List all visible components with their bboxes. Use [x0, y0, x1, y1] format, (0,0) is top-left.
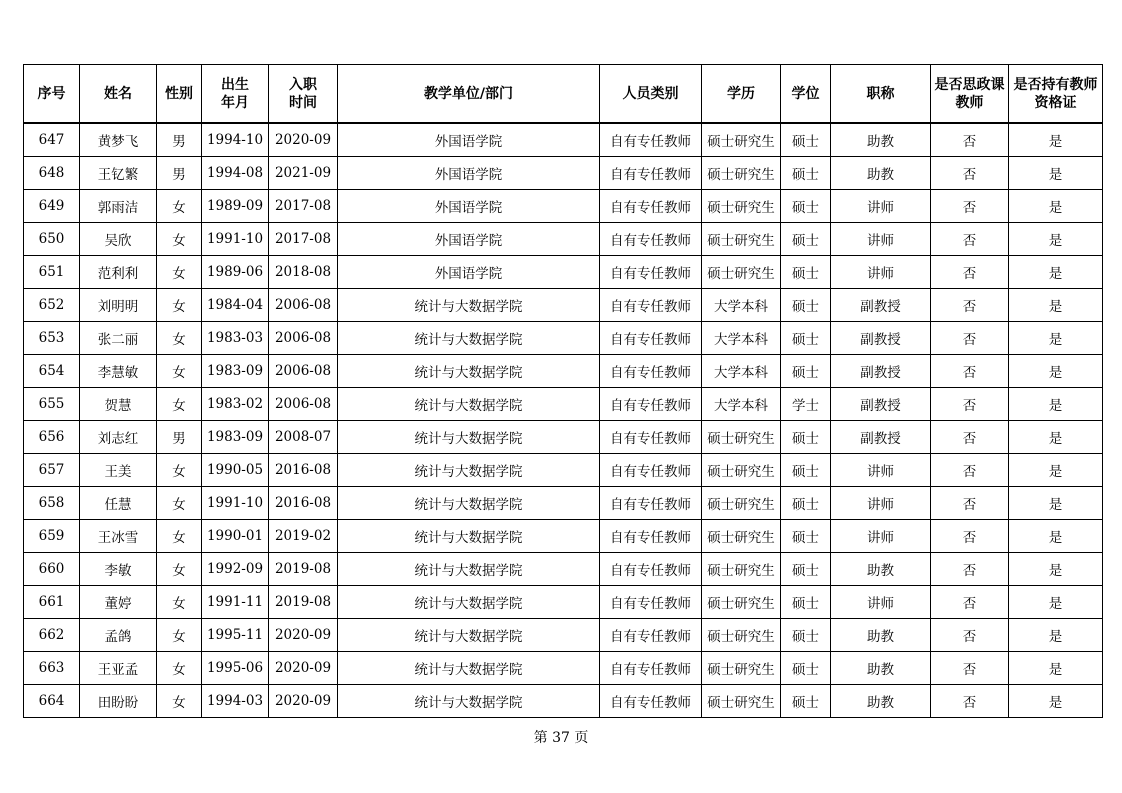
cell-gender: 女: [157, 454, 202, 487]
cell-degree: 硕士: [781, 586, 831, 619]
cell-ideological: 否: [931, 355, 1009, 388]
cell-birth: 1994-08: [202, 157, 269, 190]
cell-gender: 男: [157, 123, 202, 157]
cell-title: 副教授: [831, 388, 931, 421]
cell-birth: 1995-06: [202, 652, 269, 685]
cell-category: 自有专任教师: [600, 256, 702, 289]
cell-gender: 女: [157, 223, 202, 256]
cell-ideological: 否: [931, 157, 1009, 190]
cell-birth: 1991-10: [202, 487, 269, 520]
cell-gender: 女: [157, 190, 202, 223]
cell-certificate: 是: [1009, 487, 1103, 520]
cell-certificate: 是: [1009, 223, 1103, 256]
cell-gender: 女: [157, 355, 202, 388]
cell-education: 大学本科: [702, 322, 781, 355]
cell-degree: 硕士: [781, 454, 831, 487]
cell-degree: 硕士: [781, 487, 831, 520]
cell-unit: 统计与大数据学院: [338, 454, 600, 487]
header-certificate-line2: 资格证: [1034, 94, 1077, 111]
staff-table: [23, 64, 1103, 718]
cell-unit: 外国语学院: [338, 223, 600, 256]
cell-education: 硕士研究生: [702, 190, 781, 223]
cell-no: 652: [24, 289, 80, 322]
cell-category: 自有专任教师: [600, 322, 702, 355]
cell-unit: 统计与大数据学院: [338, 619, 600, 652]
cell-join: 2016-08: [269, 454, 338, 487]
cell-category: 自有专任教师: [600, 520, 702, 553]
cell-birth: 1994-10: [202, 123, 269, 157]
cell-gender: 女: [157, 553, 202, 586]
table-body: [24, 123, 1103, 718]
cell-no: 663: [24, 652, 80, 685]
cell-join: 2008-07: [269, 421, 338, 454]
cell-degree: 硕士: [781, 157, 831, 190]
cell-education: 硕士研究生: [702, 520, 781, 553]
cell-join: 2006-08: [269, 322, 338, 355]
cell-certificate: 是: [1009, 454, 1103, 487]
cell-ideological: 否: [931, 388, 1009, 421]
cell-gender: 女: [157, 520, 202, 553]
cell-certificate: 是: [1009, 421, 1103, 454]
header-birth-line1: 出生: [221, 76, 249, 93]
cell-title: 副教授: [831, 355, 931, 388]
cell-category: 自有专任教师: [600, 123, 702, 157]
cell-birth: 1991-11: [202, 586, 269, 619]
cell-no: 649: [24, 190, 80, 223]
cell-no: 658: [24, 487, 80, 520]
cell-name: 任慧: [80, 487, 157, 520]
cell-name: 贺慧: [80, 388, 157, 421]
cell-degree: 硕士: [781, 289, 831, 322]
header-ideological-line2: 教师: [955, 94, 984, 111]
cell-title: 讲师: [831, 487, 931, 520]
header-title: 职称: [831, 65, 931, 124]
cell-degree: 硕士: [781, 223, 831, 256]
table-row: [24, 256, 1103, 289]
cell-gender: 女: [157, 586, 202, 619]
cell-title: 助教: [831, 123, 931, 157]
cell-education: 硕士研究生: [702, 256, 781, 289]
page-number: 第 37 页: [533, 730, 589, 746]
cell-degree: 硕士: [781, 322, 831, 355]
cell-title: 助教: [831, 619, 931, 652]
table-row: [24, 586, 1103, 619]
cell-name: 刘明明: [80, 289, 157, 322]
cell-ideological: 否: [931, 454, 1009, 487]
cell-unit: 统计与大数据学院: [338, 487, 600, 520]
table-row: [24, 454, 1103, 487]
header-category: 人员类别: [600, 65, 702, 124]
cell-education: 硕士研究生: [702, 223, 781, 256]
header-join: [269, 65, 338, 124]
cell-join: 2020-09: [269, 685, 338, 718]
cell-degree: 硕士: [781, 553, 831, 586]
table-row: [24, 652, 1103, 685]
cell-title: 副教授: [831, 322, 931, 355]
header-name: 姓名: [80, 65, 157, 124]
cell-gender: 女: [157, 685, 202, 718]
cell-title: 讲师: [831, 454, 931, 487]
cell-join: 2020-09: [269, 619, 338, 652]
cell-birth: 1991-10: [202, 223, 269, 256]
cell-ideological: 否: [931, 619, 1009, 652]
cell-title: 讲师: [831, 190, 931, 223]
cell-title: 助教: [831, 157, 931, 190]
table-row: [24, 685, 1103, 718]
cell-certificate: 是: [1009, 652, 1103, 685]
cell-certificate: 是: [1009, 685, 1103, 718]
cell-title: 讲师: [831, 223, 931, 256]
table-row: [24, 553, 1103, 586]
cell-join: 2018-08: [269, 256, 338, 289]
cell-unit: 统计与大数据学院: [338, 553, 600, 586]
cell-category: 自有专任教师: [600, 619, 702, 652]
cell-birth: 1983-09: [202, 421, 269, 454]
cell-education: 硕士研究生: [702, 652, 781, 685]
cell-join: 2006-08: [269, 388, 338, 421]
cell-birth: 1984-04: [202, 289, 269, 322]
cell-name: 李慧敏: [80, 355, 157, 388]
cell-name: 王亚孟: [80, 652, 157, 685]
cell-name: 吴欣: [80, 223, 157, 256]
cell-degree: 硕士: [781, 619, 831, 652]
cell-category: 自有专任教师: [600, 652, 702, 685]
cell-ideological: 否: [931, 322, 1009, 355]
cell-gender: 男: [157, 157, 202, 190]
cell-gender: 女: [157, 652, 202, 685]
cell-gender: 女: [157, 289, 202, 322]
cell-category: 自有专任教师: [600, 454, 702, 487]
cell-name: 刘志红: [80, 421, 157, 454]
cell-unit: 统计与大数据学院: [338, 421, 600, 454]
cell-education: 硕士研究生: [702, 487, 781, 520]
cell-title: 副教授: [831, 289, 931, 322]
cell-name: 李敏: [80, 553, 157, 586]
cell-title: 讲师: [831, 520, 931, 553]
cell-join: 2021-09: [269, 157, 338, 190]
cell-join: 2006-08: [269, 355, 338, 388]
cell-no: 648: [24, 157, 80, 190]
cell-degree: 硕士: [781, 123, 831, 157]
cell-education: 硕士研究生: [702, 685, 781, 718]
cell-birth: 1995-11: [202, 619, 269, 652]
cell-ideological: 否: [931, 223, 1009, 256]
cell-title: 助教: [831, 685, 931, 718]
table-header-row: [24, 65, 1103, 124]
cell-join: 2019-08: [269, 586, 338, 619]
cell-education: 大学本科: [702, 355, 781, 388]
cell-education: 硕士研究生: [702, 586, 781, 619]
cell-category: 自有专任教师: [600, 388, 702, 421]
cell-education: 硕士研究生: [702, 619, 781, 652]
table-row: [24, 322, 1103, 355]
cell-birth: 1989-09: [202, 190, 269, 223]
cell-no: 662: [24, 619, 80, 652]
cell-degree: 学士: [781, 388, 831, 421]
cell-unit: 统计与大数据学院: [338, 520, 600, 553]
cell-unit: 统计与大数据学院: [338, 322, 600, 355]
cell-degree: 硕士: [781, 685, 831, 718]
cell-category: 自有专任教师: [600, 421, 702, 454]
cell-degree: 硕士: [781, 355, 831, 388]
cell-education: 硕士研究生: [702, 123, 781, 157]
cell-certificate: 是: [1009, 586, 1103, 619]
cell-unit: 统计与大数据学院: [338, 652, 600, 685]
cell-education: 大学本科: [702, 388, 781, 421]
cell-join: 2019-08: [269, 553, 338, 586]
cell-no: 657: [24, 454, 80, 487]
header-join-line1: 入职: [289, 76, 317, 93]
cell-gender: 女: [157, 388, 202, 421]
cell-education: 硕士研究生: [702, 421, 781, 454]
cell-unit: 统计与大数据学院: [338, 586, 600, 619]
cell-no: 651: [24, 256, 80, 289]
cell-certificate: 是: [1009, 289, 1103, 322]
cell-category: 自有专任教师: [600, 355, 702, 388]
cell-ideological: 否: [931, 256, 1009, 289]
cell-ideological: 否: [931, 685, 1009, 718]
cell-certificate: 是: [1009, 123, 1103, 157]
cell-degree: 硕士: [781, 520, 831, 553]
cell-name: 王钇繁: [80, 157, 157, 190]
cell-ideological: 否: [931, 553, 1009, 586]
cell-degree: 硕士: [781, 190, 831, 223]
cell-education: 硕士研究生: [702, 157, 781, 190]
cell-unit: 外国语学院: [338, 123, 600, 157]
cell-gender: 女: [157, 619, 202, 652]
cell-name: 董婷: [80, 586, 157, 619]
cell-join: 2006-08: [269, 289, 338, 322]
cell-unit: 统计与大数据学院: [338, 355, 600, 388]
cell-unit: 外国语学院: [338, 190, 600, 223]
cell-title: 讲师: [831, 586, 931, 619]
cell-degree: 硕士: [781, 652, 831, 685]
cell-certificate: 是: [1009, 520, 1103, 553]
cell-name: 孟鸽: [80, 619, 157, 652]
header-unit: 教学单位/部门: [338, 65, 600, 124]
cell-birth: 1983-03: [202, 322, 269, 355]
cell-certificate: 是: [1009, 157, 1103, 190]
cell-gender: 女: [157, 487, 202, 520]
cell-education: 大学本科: [702, 289, 781, 322]
cell-category: 自有专任教师: [600, 157, 702, 190]
cell-certificate: 是: [1009, 355, 1103, 388]
cell-unit: 外国语学院: [338, 157, 600, 190]
cell-no: 653: [24, 322, 80, 355]
cell-certificate: 是: [1009, 256, 1103, 289]
cell-join: 2019-02: [269, 520, 338, 553]
cell-category: 自有专任教师: [600, 553, 702, 586]
cell-category: 自有专任教师: [600, 223, 702, 256]
cell-no: 655: [24, 388, 80, 421]
cell-category: 自有专任教师: [600, 586, 702, 619]
cell-ideological: 否: [931, 520, 1009, 553]
header-ideological-line1: 是否思政课: [934, 76, 1005, 93]
cell-unit: 外国语学院: [338, 256, 600, 289]
cell-birth: 1990-01: [202, 520, 269, 553]
cell-name: 黄梦飞: [80, 123, 157, 157]
cell-degree: 硕士: [781, 256, 831, 289]
table-row: [24, 190, 1103, 223]
cell-category: 自有专任教师: [600, 685, 702, 718]
cell-gender: 男: [157, 421, 202, 454]
header-birth: [202, 65, 269, 124]
table-row: [24, 520, 1103, 553]
cell-no: 650: [24, 223, 80, 256]
cell-certificate: 是: [1009, 388, 1103, 421]
cell-ideological: 否: [931, 421, 1009, 454]
cell-no: 654: [24, 355, 80, 388]
cell-category: 自有专任教师: [600, 289, 702, 322]
cell-name: 郭雨洁: [80, 190, 157, 223]
cell-ideological: 否: [931, 190, 1009, 223]
cell-unit: 统计与大数据学院: [338, 685, 600, 718]
header-join-line2: 时间: [289, 94, 317, 111]
cell-ideological: 否: [931, 289, 1009, 322]
cell-name: 王冰雪: [80, 520, 157, 553]
table-row: [24, 223, 1103, 256]
cell-certificate: 是: [1009, 553, 1103, 586]
cell-join: 2020-09: [269, 123, 338, 157]
table-row: [24, 619, 1103, 652]
cell-name: 范利利: [80, 256, 157, 289]
cell-degree: 硕士: [781, 421, 831, 454]
cell-no: 660: [24, 553, 80, 586]
table-row: [24, 388, 1103, 421]
cell-join: 2017-08: [269, 190, 338, 223]
cell-ideological: 否: [931, 586, 1009, 619]
table-row: [24, 289, 1103, 322]
cell-name: 张二丽: [80, 322, 157, 355]
cell-name: 田盼盼: [80, 685, 157, 718]
header-education: 学历: [702, 65, 781, 124]
cell-no: 647: [24, 123, 80, 157]
cell-education: 硕士研究生: [702, 553, 781, 586]
cell-birth: 1992-09: [202, 553, 269, 586]
header-birth-line2: 年月: [221, 94, 249, 111]
table-row: [24, 487, 1103, 520]
cell-ideological: 否: [931, 123, 1009, 157]
cell-gender: 女: [157, 322, 202, 355]
cell-join: 2020-09: [269, 652, 338, 685]
cell-join: 2017-08: [269, 223, 338, 256]
cell-certificate: 是: [1009, 619, 1103, 652]
header-degree: 学位: [781, 65, 831, 124]
header-gender: 性别: [157, 65, 202, 124]
cell-category: 自有专任教师: [600, 487, 702, 520]
table-row: [24, 421, 1103, 454]
cell-name: 王美: [80, 454, 157, 487]
cell-birth: 1994-03: [202, 685, 269, 718]
cell-title: 讲师: [831, 256, 931, 289]
header-no: 序号: [24, 65, 80, 124]
header-certificate-line1: 是否持有教师: [1013, 76, 1098, 93]
header-certificate: [1009, 65, 1103, 124]
cell-certificate: 是: [1009, 322, 1103, 355]
cell-no: 661: [24, 586, 80, 619]
cell-birth: 1983-09: [202, 355, 269, 388]
cell-title: 助教: [831, 553, 931, 586]
cell-birth: 1989-06: [202, 256, 269, 289]
cell-unit: 统计与大数据学院: [338, 289, 600, 322]
cell-certificate: 是: [1009, 190, 1103, 223]
cell-ideological: 否: [931, 652, 1009, 685]
table-row: [24, 123, 1103, 157]
cell-birth: 1983-02: [202, 388, 269, 421]
cell-unit: 统计与大数据学院: [338, 388, 600, 421]
table-row: [24, 355, 1103, 388]
cell-birth: 1990-05: [202, 454, 269, 487]
table-row: [24, 157, 1103, 190]
cell-title: 副教授: [831, 421, 931, 454]
cell-no: 664: [24, 685, 80, 718]
cell-no: 656: [24, 421, 80, 454]
cell-education: 硕士研究生: [702, 454, 781, 487]
cell-gender: 女: [157, 256, 202, 289]
cell-title: 助教: [831, 652, 931, 685]
cell-no: 659: [24, 520, 80, 553]
cell-ideological: 否: [931, 487, 1009, 520]
cell-category: 自有专任教师: [600, 190, 702, 223]
cell-join: 2016-08: [269, 487, 338, 520]
header-ideological: [931, 65, 1009, 124]
